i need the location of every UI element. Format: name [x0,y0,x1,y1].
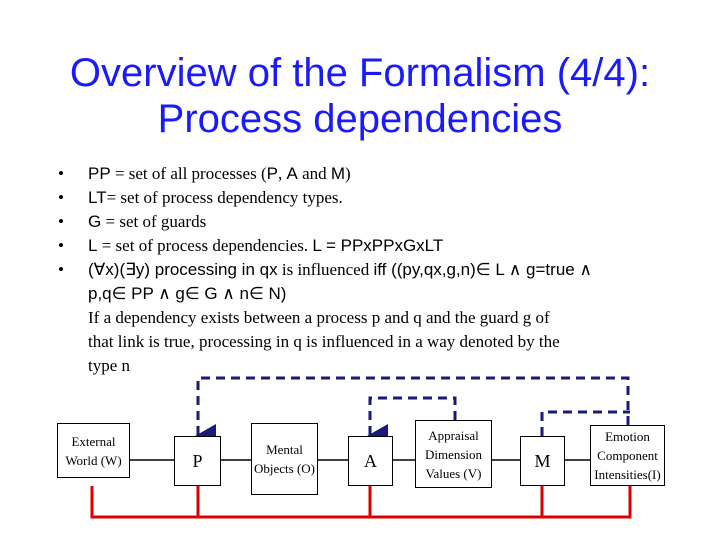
text: is influenced [277,260,374,279]
red-return-line [92,486,630,517]
bullet-dot: • [58,212,64,231]
text: , [277,164,287,183]
bullet-dot: • [58,260,64,279]
formula-iff: iff ((py,qx,g,n)∈ L ∧ g=true ∧ [373,260,592,279]
text: = set of guards [101,212,207,231]
term-g: G [88,212,102,231]
bullet-influence-line-5: type n [88,356,131,375]
term-pp: PP [88,164,111,183]
process-m-box: M [520,436,565,486]
process-p-box: P [174,436,221,486]
term-a: A [286,164,298,183]
bullet-dot: • [58,164,64,183]
emotion-intensities-box: Emotion Component Intensities(I) [590,425,665,486]
text: = set of process dependencies. [97,236,313,255]
text: (∀x)(∃y) processing in [88,260,260,279]
term-l: L [88,236,98,255]
mental-objects-box: Mental Objects (O) [251,423,318,495]
bullet-influence-line-4: that link is true, processing in q is influenced in a way denoted by the [88,332,560,351]
formula-l: L = PPxPPxGxLT [312,236,444,255]
title-line-1: Overview of the Formalism (4/4): [69,51,651,95]
text: = set of all processes ( [110,164,267,183]
bullet-influence-line-3: If a dependency exists between a process p and q and the guard g of [88,308,550,327]
term-m: M [330,164,346,183]
process-a-box: A [348,436,393,486]
text: ) [345,164,351,183]
bullet-dot: • [58,236,64,255]
term-qx: qx [259,260,278,279]
text: = set of process dependency types. [106,188,343,207]
text: and [297,164,331,183]
external-world-box: External World (W) [57,423,130,478]
bullet-influence-line-2: p,q∈ PP ∧ g∈ G ∧ n∈ N) [88,284,287,303]
term-lt: LT [88,188,107,207]
title-line-2: Process dependencies [157,97,563,141]
term-p: P [266,164,278,183]
appraisal-values-box: Appraisal Dimension Values (V) [415,420,492,488]
bullet-dot: • [58,188,64,207]
